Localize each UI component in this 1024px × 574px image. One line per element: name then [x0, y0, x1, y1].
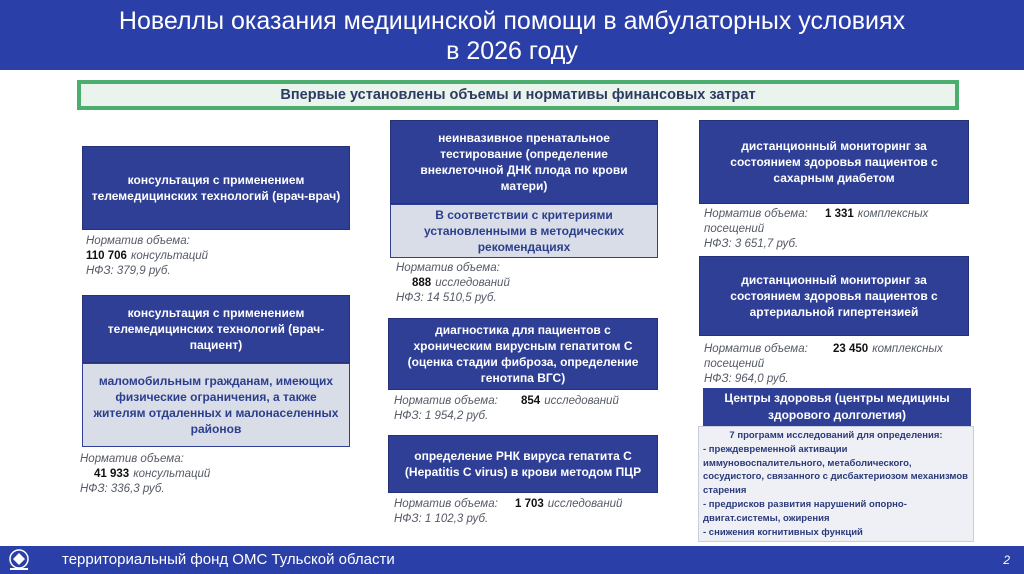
nfz-value: НФЗ: 964,0 руб.	[704, 373, 789, 385]
card-prenatal-testing-condition	[390, 204, 658, 258]
slide-footer	[0, 546, 1024, 574]
norm-label: Норматив объема:	[394, 395, 498, 407]
card-hepatitis-c-diagnostics	[388, 318, 658, 390]
norm-value: 1 703	[515, 498, 544, 510]
slide-title-line2: в 2026 году	[446, 37, 578, 65]
card-health-centers-body	[698, 426, 974, 542]
nfz-value: НФЗ: 1 102,3 руб.	[394, 513, 489, 525]
norm-unit: исследований	[547, 498, 623, 510]
card-telemed-doctor-patient	[82, 295, 350, 363]
card-title: консультация с применением телемедицинских технологий (врач-врач)	[91, 173, 341, 203]
norm-value: 1 331	[825, 208, 854, 220]
norm-unit-line2: посещений	[704, 223, 765, 235]
norm-label: Норматив объема:	[86, 235, 190, 247]
norm-unit: комплексных	[872, 343, 943, 355]
nfz-value: НФЗ: 336,3 руб.	[80, 483, 165, 495]
norm-value: 888	[412, 277, 432, 289]
norm-unit: комплексных	[857, 208, 929, 220]
health-centers-item: - предрисков развития нарушений опорно-двигат.системы, ожирения	[703, 498, 907, 524]
card-hepatitis-c-pcr	[388, 435, 658, 493]
section-banner-text: Впервые установлены объемы и нормативы финансовых затрат	[81, 84, 955, 106]
card-title: неинвазивное пренатальное тестирование (определение внеклеточной ДНК плода по крови матери)	[420, 131, 628, 193]
norm-value: 23 450	[833, 343, 869, 355]
fund-logo-icon	[6, 548, 32, 572]
card-remote-monitoring-diabetes	[699, 120, 969, 204]
norm-label: Норматив объема:	[396, 262, 500, 274]
footer-org-name: территориальный фонд ОМС Тульской области	[62, 551, 395, 568]
card-telemed-doctor-patient-condition	[82, 363, 350, 447]
slide-header	[0, 0, 1024, 70]
nfz-value: НФЗ: 14 510,5 руб.	[396, 292, 497, 304]
norm-label: Норматив объема:	[80, 453, 184, 465]
health-centers-item: - снижения когнитивных функций	[703, 526, 863, 538]
norm-unit-line2: посещений	[704, 358, 765, 370]
card-subtitle: маломобильным гражданам, имеющих физические ограничения, а также жителям отдаленных и малонаселенных районов	[93, 374, 339, 436]
norm-unit: исследований	[435, 277, 510, 289]
norm-telemed-doctor-doctor	[86, 234, 348, 279]
card-title: консультация с применением телемедицинских технологий (врач-пациент)	[107, 306, 325, 352]
card-title: дистанционный мониторинг за состоянием здоровья пациентов с артериальной гипертензией	[730, 273, 938, 319]
card-title: диагностика для пациентов с хроническим вирусным гепатитом С (оценка стадии фиброза, определение генотипа ВГС)	[407, 323, 639, 385]
nfz-value: НФЗ: 379,9 руб.	[86, 265, 171, 277]
health-centers-intro: 7 программ исследований для определения:	[729, 430, 943, 441]
health-centers-item: - преждевременной активации иммуновоспалительного, метаболического, сосудистого, связанного с дисбактериозом механизмов старения	[703, 443, 968, 497]
norm-unit: консультаций	[130, 250, 209, 262]
nfz-value: НФЗ: 3 651,7 руб.	[704, 238, 799, 250]
card-remote-monitoring-hypertension	[699, 256, 969, 336]
norm-hepatitis-c-pcr	[394, 497, 666, 527]
norm-label: Норматив объема:	[704, 208, 808, 220]
norm-hepatitis-c-diagnostics	[394, 394, 658, 424]
norm-unit: исследований	[544, 395, 619, 407]
norm-remote-monitoring-diabetes	[704, 207, 980, 252]
card-title: определение РНК вируса гепатита С (Hepatitis C virus) в крови методом ПЦР	[404, 449, 642, 479]
health-centers-title-text: Центры здоровья (центры медицины здорового долголетия)	[724, 391, 950, 422]
page-number: 2	[1003, 553, 1010, 567]
norm-remote-monitoring-hypertension	[704, 342, 986, 387]
norm-unit: консультаций	[133, 468, 211, 480]
norm-label: Норматив объема:	[704, 343, 808, 355]
norm-prenatal-testing	[396, 261, 658, 306]
card-subtitle: В соответствии с критериями установленными в методических рекомендациях	[423, 208, 625, 254]
slide-title-line1: Новеллы оказания медицинской помощи в амбулаторных условиях	[118, 7, 906, 35]
norm-value: 854	[521, 395, 541, 407]
norm-telemed-doctor-patient	[80, 452, 342, 497]
card-prenatal-testing	[390, 120, 658, 204]
card-telemed-doctor-doctor	[82, 146, 350, 230]
section-banner	[77, 80, 959, 110]
norm-value: 110 706	[86, 250, 127, 262]
norm-label: Норматив объема:	[394, 498, 498, 510]
norm-value: 41 933	[94, 468, 130, 480]
nfz-value: НФЗ: 1 954,2 руб.	[394, 410, 489, 422]
card-health-centers-title	[703, 388, 971, 426]
card-title: дистанционный мониторинг за состоянием здоровья пациентов с сахарным диабетом	[730, 139, 938, 185]
